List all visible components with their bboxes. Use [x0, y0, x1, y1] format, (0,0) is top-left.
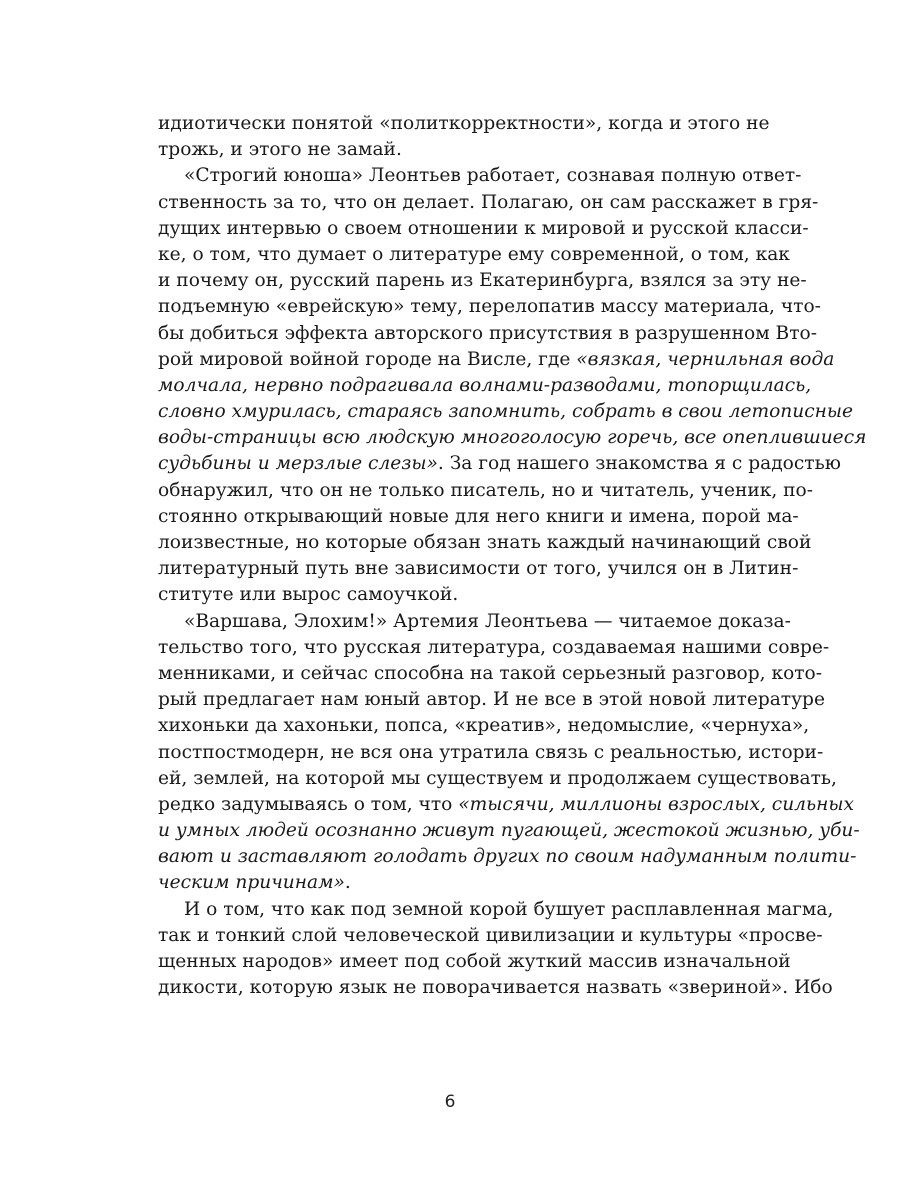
- text-line: [158, 242, 790, 268]
- quote-fragment: вают и заставляют голодать других по своим надуманным полити-: [158, 846, 857, 868]
- text-fragment: стоянно открывающий новые для него книги и имена, порой ма-: [158, 505, 799, 527]
- text-fragment: редко задумываясь о том, что: [158, 793, 459, 815]
- paragraph: [158, 111, 770, 163]
- page-number: 6: [444, 1092, 456, 1112]
- text-line: [158, 216, 809, 242]
- text-line: [158, 321, 817, 347]
- text-fragment: «Строгий юноша» Леонтьев работает, сознавая полную ответ-: [184, 165, 802, 187]
- text-fragment: лоизвестные, но которые обязан знать каждый начинающий свой: [158, 532, 812, 553]
- text-fragment: подъемную «еврейскую» тему, перелопатив массу материала, что-: [158, 296, 821, 318]
- text-line: [158, 661, 823, 687]
- text-fragment: так и тонкий слой человеческой цивилизации и культуры «просве-: [158, 924, 823, 946]
- quote-fragment: воды-страницы всю людскую многоголосую горечь, все опеплившиеся: [158, 427, 867, 449]
- text-fragment: литературный путь вне зависимости от того, учился он в Литин-: [158, 558, 799, 580]
- text-line: [158, 949, 791, 975]
- text-fragment: хихоньки да хахоньки, попса, «креатив», недомыслие, «чернуха»,: [158, 715, 810, 737]
- text-fragment: дущих интервью о своем отношении к мировой и русской класси-: [158, 217, 809, 239]
- text-line: [158, 294, 821, 320]
- text-fragment: И о том, что как под земной корой бушует расплавленная магма,: [184, 898, 834, 920]
- quote-fragment: «вязкая, чернильная вода: [576, 348, 835, 370]
- text-line: [158, 425, 867, 451]
- text-line: [158, 268, 807, 294]
- text-line: [158, 347, 835, 373]
- text-fragment: . За год нашего знакомства я с радостью: [437, 453, 841, 475]
- quote-fragment: и умных людей осознанно живут пугающей, жестокой жизнью, уби-: [158, 820, 860, 842]
- text-line: [158, 713, 810, 739]
- text-fragment: ственность за то, что он делает. Полагаю, он сам расскажет в гря-: [158, 191, 819, 213]
- text-fragment: .: [344, 872, 351, 894]
- text-line: [158, 844, 857, 870]
- text-line: [158, 373, 812, 399]
- text-line: [158, 451, 841, 477]
- text-line: [158, 975, 833, 1001]
- text-line: [158, 556, 799, 582]
- text-fragment: и почему он, русский парень из Екатеринбурга, взялся за эту не-: [158, 270, 807, 292]
- text-line: [158, 163, 802, 189]
- text-fragment: трожь, и этого не замай.: [158, 139, 402, 161]
- paragraph: [158, 163, 867, 608]
- text-fragment: менниками, и сейчас способна на такой серьезный разговор, кото-: [158, 662, 823, 684]
- text-fragment: щенных народов» имеет под собой жуткий массив изначальной: [158, 951, 791, 972]
- text-line: [158, 766, 837, 792]
- quote-fragment: судьбины и мерзлые слезы»: [158, 453, 438, 475]
- text-line: [158, 740, 824, 766]
- text-line: [158, 137, 764, 163]
- text-fragment: рой мировой войной городе на Висле, где: [158, 348, 577, 370]
- quote-fragment: словно хмурилась, стараясь запомнить, собрать в свои летописные: [158, 401, 854, 423]
- text-line: [158, 609, 791, 635]
- text-line: [158, 897, 834, 923]
- text-line: [158, 818, 860, 844]
- text-line: [158, 923, 823, 949]
- text-line: [158, 190, 819, 216]
- text-fragment: бы добиться эффекта авторского присутствия в разрушенном Вто-: [158, 322, 817, 344]
- text-fragment: идиотически понятой «политкорректности», когда и этого не: [158, 113, 770, 134]
- text-fragment: ей, землей, на которой мы существуем и продолжаем существовать,: [158, 767, 837, 789]
- text-line: [158, 399, 854, 425]
- text-fragment: тельство того, что русская литература, создаваемая нашими совре-: [158, 636, 830, 658]
- text-line: [158, 635, 830, 661]
- paragraph: [158, 897, 834, 1002]
- text-fragment: постпостмодерн, не вся она утратила связь с реальностью, истори-: [158, 741, 824, 763]
- text-line: [158, 870, 764, 896]
- text-fragment: дикости, которую язык не поворачивается назвать «звериной». Ибо: [158, 977, 833, 999]
- text-fragment: ституте или вырос самоучкой.: [158, 584, 459, 606]
- text-line: [158, 504, 799, 530]
- quote-fragment: «тысячи, миллионы взрослых, сильных: [458, 793, 855, 815]
- quote-fragment: ческим причинам»: [158, 872, 345, 894]
- text-fragment: ке, о том, что думает о литературе ему современной, о том, как: [158, 243, 790, 265]
- quote-fragment: молчала, нервно подрагивала волнами-разводами, топорщилась,: [158, 374, 812, 396]
- text-fragment: «Варшава, Элохим!» Артемия Леонтьева — читаемое доказа-: [184, 610, 791, 632]
- text-line: [158, 478, 814, 504]
- text-line: [158, 582, 764, 608]
- text-fragment: рый предлагает нам юный автор. И не все в этой новой литературе: [158, 689, 825, 711]
- text-line: [158, 792, 855, 818]
- text-line: [158, 687, 825, 713]
- body-text: [158, 111, 867, 1001]
- paragraph: [158, 609, 860, 897]
- text-fragment: обнаружил, что он не только писатель, но и читатель, ученик, по-: [158, 479, 814, 501]
- text-line: [158, 530, 812, 556]
- text-line: [158, 111, 770, 137]
